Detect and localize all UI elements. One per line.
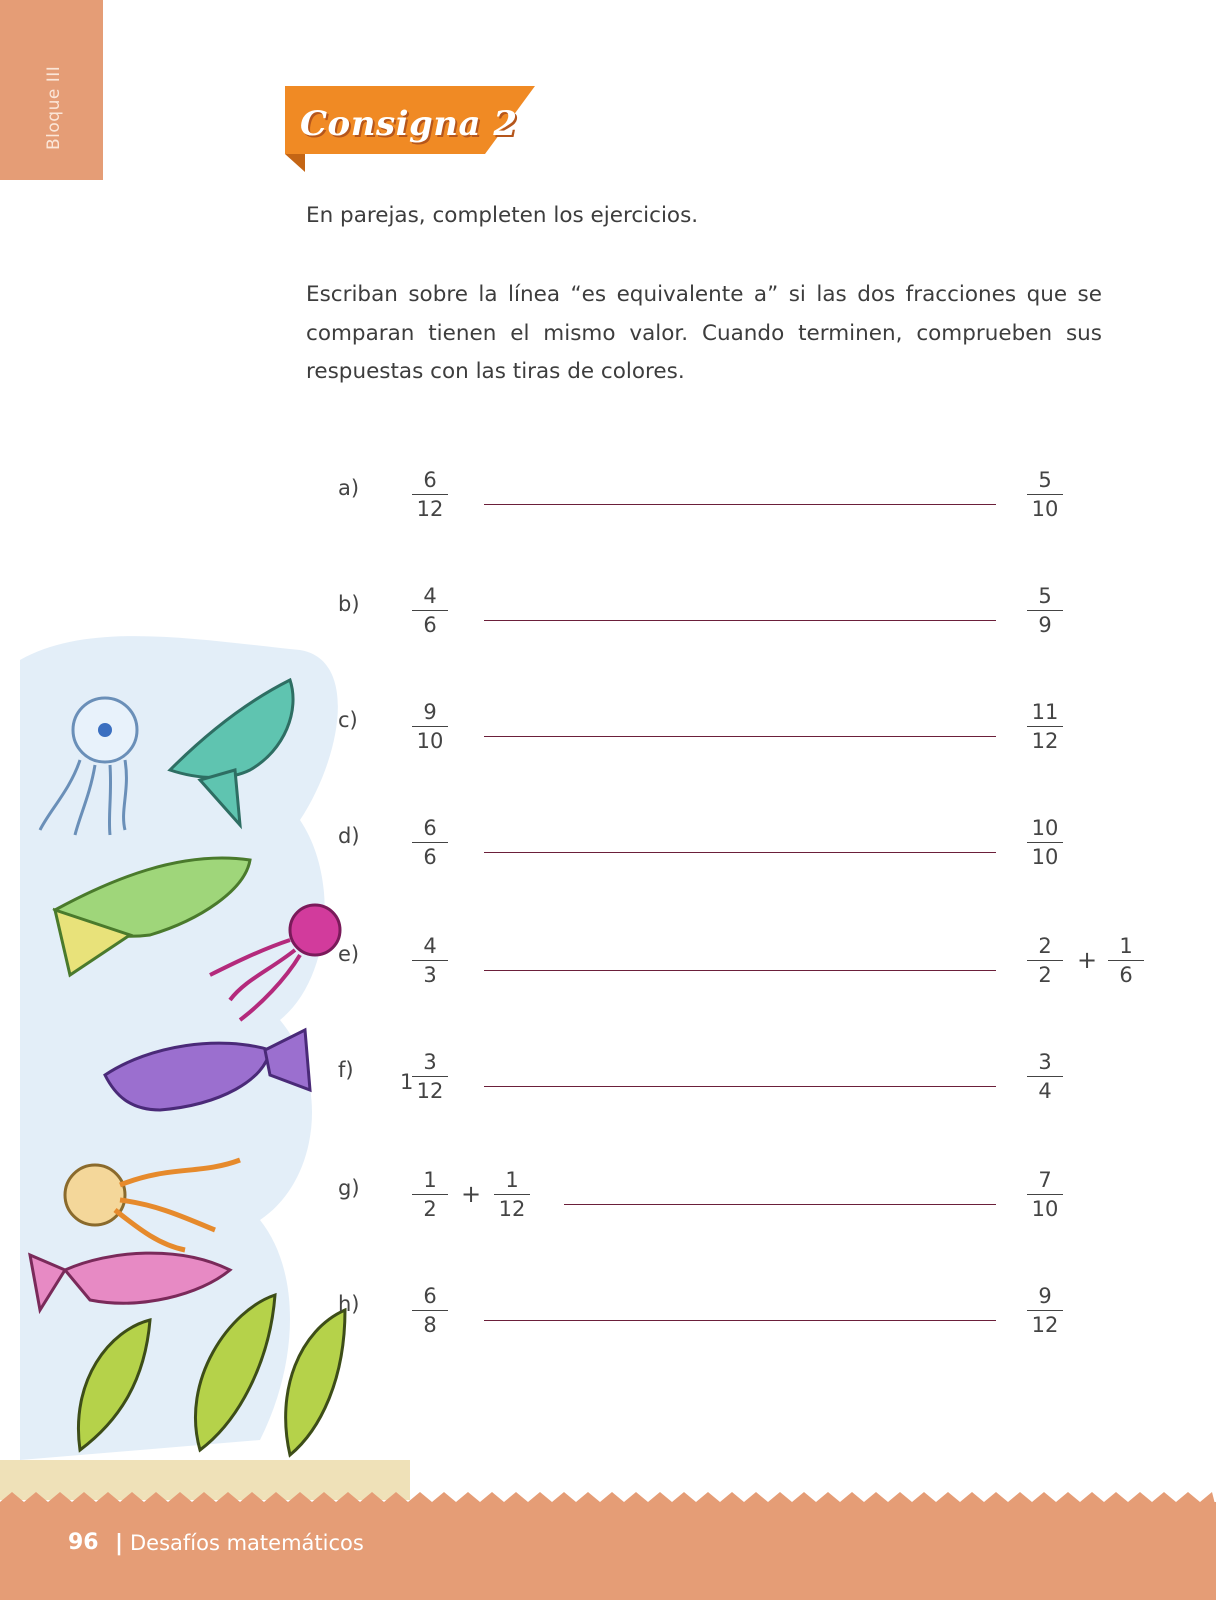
denominator: 6 xyxy=(423,613,437,637)
numerator: 6 xyxy=(412,1284,448,1311)
plus-sign: + xyxy=(1077,946,1098,974)
right-fraction xyxy=(1027,816,1063,869)
right-fraction xyxy=(1027,1168,1063,1221)
numerator: 3 xyxy=(412,1050,448,1077)
left-fraction xyxy=(412,1168,448,1221)
right-fraction xyxy=(1027,1284,1063,1337)
denominator: 9 xyxy=(1038,613,1052,637)
denominator: 10 xyxy=(416,729,444,753)
denominator: 8 xyxy=(423,1313,437,1337)
numerator: 9 xyxy=(1027,1284,1063,1311)
answer-line[interactable] xyxy=(484,504,996,505)
exercise-label: b) xyxy=(338,592,360,616)
denominator: 2 xyxy=(423,1197,437,1221)
right-fraction xyxy=(1027,468,1063,521)
denominator: 4 xyxy=(1038,1079,1052,1103)
denominator: 2 xyxy=(1038,963,1052,987)
whole-number: 1 xyxy=(400,1070,414,1094)
answer-line[interactable] xyxy=(484,970,996,971)
instruction-intro: En parejas, completen los ejercicios. xyxy=(306,203,699,228)
numerator: 5 xyxy=(1027,468,1063,495)
answer-line[interactable] xyxy=(484,620,996,621)
denominator: 6 xyxy=(423,845,437,869)
answer-line[interactable] xyxy=(484,852,996,853)
left-fraction xyxy=(412,584,448,637)
footer-separator: | xyxy=(115,1531,124,1556)
right-fraction-2 xyxy=(1108,934,1144,987)
numerator: 5 xyxy=(1027,584,1063,611)
denominator: 10 xyxy=(1031,845,1059,869)
right-fraction xyxy=(1027,584,1063,637)
right-fraction xyxy=(1027,934,1063,987)
exercise-label: e) xyxy=(338,942,360,966)
denominator: 3 xyxy=(423,963,437,987)
answer-line[interactable] xyxy=(564,1204,996,1205)
left-fraction xyxy=(412,700,448,753)
right-fraction xyxy=(1027,700,1063,753)
bloque-label: Bloque III xyxy=(44,65,64,150)
numerator: 7 xyxy=(1027,1168,1063,1195)
numerator: 11 xyxy=(1027,700,1063,727)
consigna-title: Consigna 2 xyxy=(300,104,518,144)
instruction-detail: Escriban sobre la línea “es equivalente a” si las dos fracciones que se comparan tienen el mismo valor. Cuando terminen, comprueben sus respuestas con las tiras de colores. xyxy=(306,282,1102,384)
sea-illustration xyxy=(0,620,420,1520)
exercise-label: c) xyxy=(338,708,358,732)
book-title: Desafíos matemáticos xyxy=(130,1531,364,1555)
denominator: 10 xyxy=(1031,1197,1059,1221)
numerator: 1 xyxy=(1108,934,1144,961)
numerator: 9 xyxy=(412,700,448,727)
exercise-label: a) xyxy=(338,476,360,500)
left-fraction xyxy=(412,816,448,869)
numerator: 4 xyxy=(412,584,448,611)
left-fraction xyxy=(412,934,448,987)
answer-line[interactable] xyxy=(484,1086,996,1087)
numerator: 1 xyxy=(494,1168,530,1195)
denominator: 10 xyxy=(1031,497,1059,521)
side-tab xyxy=(0,0,103,180)
denominator: 6 xyxy=(1119,963,1133,987)
denominator: 12 xyxy=(416,497,444,521)
numerator: 2 xyxy=(1027,934,1063,961)
left-fraction xyxy=(412,468,448,521)
exercise-label: h) xyxy=(338,1292,360,1316)
numerator: 3 xyxy=(1027,1050,1063,1077)
numerator: 1 xyxy=(412,1168,448,1195)
exercise-label: g) xyxy=(338,1176,360,1200)
left-fraction xyxy=(412,1050,448,1103)
answer-line[interactable] xyxy=(484,736,996,737)
denominator: 12 xyxy=(1031,1313,1059,1337)
numerator: 4 xyxy=(412,934,448,961)
left-fraction xyxy=(412,1284,448,1337)
right-fraction xyxy=(1027,1050,1063,1103)
numerator: 10 xyxy=(1027,816,1063,843)
exercise-label: d) xyxy=(338,824,360,848)
denominator: 12 xyxy=(416,1079,444,1103)
numerator: 6 xyxy=(412,468,448,495)
numerator: 6 xyxy=(412,816,448,843)
plus-sign: + xyxy=(461,1180,482,1208)
page-number: 96 xyxy=(68,1530,99,1555)
denominator: 12 xyxy=(1031,729,1059,753)
answer-line[interactable] xyxy=(484,1320,996,1321)
left-fraction-2 xyxy=(494,1168,530,1221)
denominator: 12 xyxy=(498,1197,526,1221)
exercise-label: f) xyxy=(338,1058,354,1082)
